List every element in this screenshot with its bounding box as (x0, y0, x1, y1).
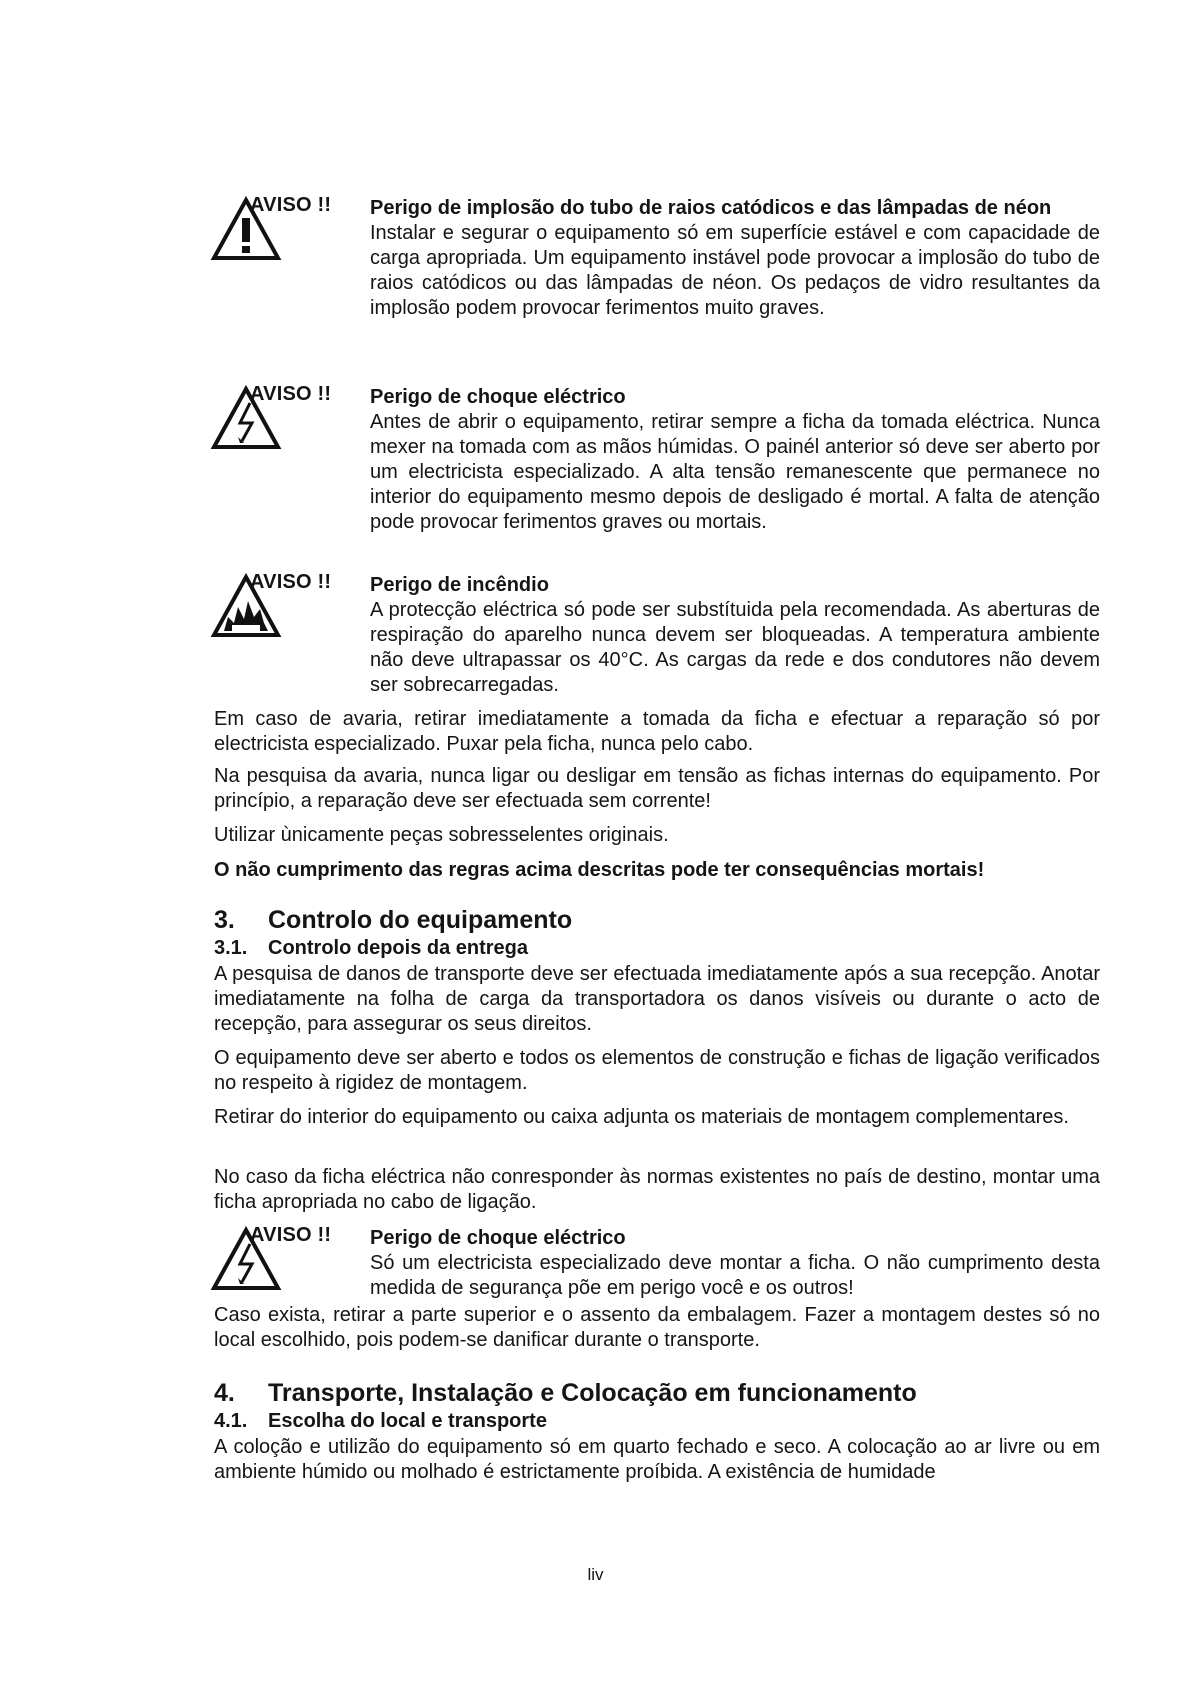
paragraph: No caso da ficha eléctrica não conresponder às normas existentes no país de destino, montar uma ficha apropriada no cabo de ligação. (214, 1166, 1100, 1213)
warning-implosion (210, 196, 1100, 366)
warning-title: Perigo de choque eléctrico (370, 386, 626, 408)
subsection-heading (214, 1410, 547, 1433)
warning-label: AVISO !! (250, 1224, 332, 1246)
paragraph: Retirar do interior do equipamento ou caixa adjunta os materiais de montagem complementares. (214, 1106, 1069, 1128)
paragraph-emphasis: O não cumprimento das regras acima descritas pode ter consequências mortais! (214, 859, 985, 881)
warning-title: Perigo de implosão do tubo de raios catódicos e das lâmpadas de néon (370, 197, 1052, 219)
warning-body (370, 196, 1100, 321)
warning-label: AVISO !! (250, 194, 332, 216)
section-title: Controlo do equipamento (268, 906, 573, 934)
warning-label: AVISO !! (250, 571, 332, 593)
section-title: Transporte, Instalação e Colocação em funcionamento (268, 1379, 917, 1407)
section-heading (214, 1379, 917, 1408)
subsection-number: 4.1. (214, 1410, 248, 1432)
paragraph: A pesquisa de danos de transporte deve ser efectuada imediatamente após a sua recepção. Anotar imediatamente na folha de carga da transportadora os danos visíveis ou durante o acto de recepção, para assegurar os seus direitos. (214, 963, 1100, 1035)
section-heading (214, 906, 572, 935)
warning-text: Instalar e segurar o equipamento só em superfície estável e com capacidade de carga apropriada. Um equipamento instável pode provocar a implosão do tubo de raios catódicos ou das lâmpadas de néon. Os pedaços de vidro resultantes da implosão podem provocar ferimentos muito graves. (370, 222, 1100, 319)
section-number: 3. (214, 906, 235, 934)
subsection-title: Controlo depois da entrega (268, 937, 529, 959)
subsection-title: Escolha do local e transporte (268, 1410, 547, 1432)
warning-title: Perigo de choque eléctrico (370, 1227, 626, 1249)
paragraph: Em caso de avaria, retirar imediatamente a tomada da ficha e efectuar a reparação só por electricista especializado. Puxar pela ficha, nunca pelo cabo. (214, 708, 1100, 755)
paragraph: O equipamento deve ser aberto e todos os elementos de construção e fichas de ligação verificados no respeito à rigidez de montagem. (214, 1047, 1100, 1094)
page-number: liv (587, 1565, 604, 1584)
paragraph: Caso exista, retirar a parte superior e o assento da embalagem. Fazer a montagem destes só no local escolhido, pois podem-se danificar durante o transporte. (214, 1304, 1100, 1351)
warning-fire (210, 571, 1100, 696)
warning-text: A protecção eléctrica só pode ser substítuida pela recomendada. As aberturas de respiração do aparelho nunca devem ser bloqueadas. A temperatura ambiente não deve ultrapassar os 40°C. As cargas da rede e dos condutores não devem ser sobrecarregadas. (370, 599, 1100, 696)
subsection-heading (214, 937, 528, 960)
section-number: 4. (214, 1379, 235, 1407)
warning-label: AVISO !! (250, 383, 332, 405)
paragraph: A coloção e utilizão do equipamento só em quarto fechado e seco. A colocação ao ar livre ou em ambiente húmido ou molhado é estrictamente proíbida. A existência de humidade (214, 1436, 1100, 1483)
paragraph: Na pesquisa da avaria, nunca ligar ou desligar em tensão as fichas internas do equipamento. Por princípio, a reparação deve ser efectuada sem corrente! (214, 765, 1100, 812)
warning-text: Só um electricista especializado deve montar a ficha. O não cumprimento desta medida de segurança põe em perigo você e os outros! (370, 1252, 1100, 1299)
paragraph: Utilizar ùnicamente peças sobresselentes originais. (214, 824, 669, 846)
warning-body (370, 1226, 1100, 1301)
warning-electric-shock-plug (210, 1224, 1100, 1299)
warning-title: Perigo de incêndio (370, 574, 549, 596)
subsection-number: 3.1. (214, 937, 248, 959)
warning-electric-shock (210, 385, 1100, 555)
warning-body (370, 573, 1100, 698)
warning-text: Antes de abrir o equipamento, retirar sempre a ficha da tomada eléctrica. Nunca mexer na tomada com as mãos húmidas. O painél anterior só deve ser aberto por um electricista especializado. A alta tensão remanescente que permanece no interior do equipamento mesmo depois de desligado é mortal. A falta de atenção pode provocar ferimentos graves ou mortais. (370, 411, 1100, 533)
warning-body (370, 385, 1100, 535)
